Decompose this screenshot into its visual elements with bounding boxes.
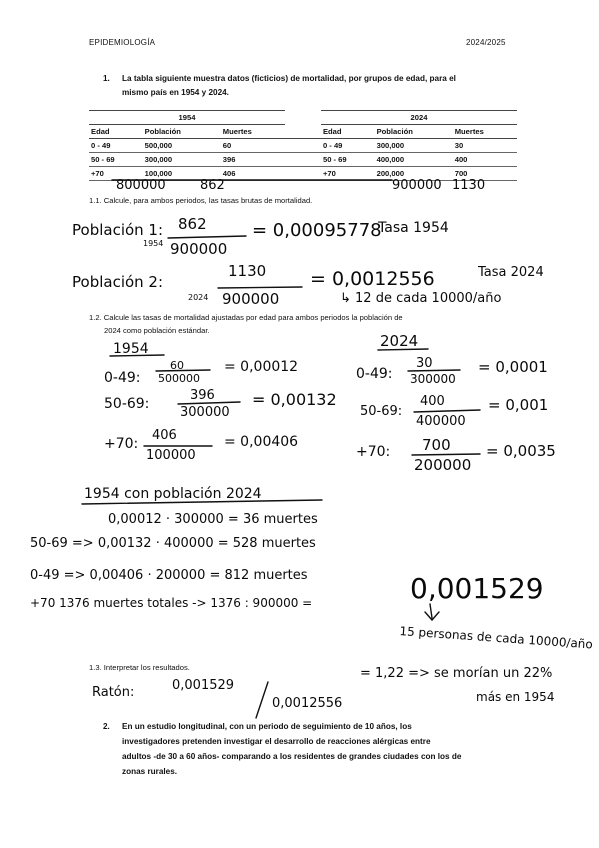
table-year-2024: 2024 [321,111,517,125]
hw-frac1-den: 900000 [170,240,228,258]
hw-std-title: 1954 con población 2024 [84,486,262,502]
question-1-text-line2: mismo país en 1954 y 2024. [122,88,229,97]
hw-total-deaths-2024: 1130 [452,178,486,193]
table-year-1954: 1954 [89,111,285,125]
hw-fraction-bar [414,410,480,412]
hw-std-line1: 0,00012 · 300000 = 36 muertes [108,512,318,527]
hw-left-res-1: = 0,00132 [252,390,337,409]
cell: 300,000 [375,139,453,153]
cell: 406 [221,167,285,181]
hw-right-num-2: 700 [422,436,451,454]
hw-right-den-1: 400000 [416,414,466,429]
hw-right-age-1: 50-69: [360,404,403,419]
hw-std-result: 0,001529 [410,572,544,605]
col-poblacion: Población [143,125,221,139]
header-year: 2024/2025 [466,38,506,47]
cell: 400,000 [375,153,453,167]
cell: 50 - 69 [89,153,143,167]
col-edad: Edad [321,125,375,139]
hw-underline-2024 [378,349,428,350]
hw-note-2: ↳ 12 de cada 10000/año [340,291,502,306]
hw-ratio-res2: más en 1954 [476,690,555,704]
question-1-2-label-line2: 2024 como población estándar. [104,326,210,335]
hw-right-num-0: 30 [416,356,433,371]
hw-ratio-label: Ratón: [92,685,135,700]
header-subject: EPIDEMIOLOGÍA [89,38,156,47]
cell: +70 [89,167,143,181]
hw-arrow-down [430,604,432,618]
hw-tasa-2024: Tasa 2024 [478,265,544,280]
hw-total-deaths-1954: 862 [200,178,225,193]
col-poblacion: Población [375,125,453,139]
cell: 300,000 [143,153,221,167]
hw-eq2: = 0,0012556 [310,268,435,290]
cell: 0 - 49 [89,139,143,153]
question-2-line2: investigadores pretenden investigar el desarrollo de reacciones alérgicas entre [122,737,431,746]
question-1-text-line1: La tabla siguiente muestra datos (ficticios) de mortalidad, por grupos de edad, para el [122,74,456,83]
cell: +70 [321,167,375,181]
hw-underline-1954 [110,355,164,356]
hw-left-num-1: 396 [190,388,215,403]
hw-fraction-bar [218,287,302,288]
hw-left-age-1: 50-69: [104,396,150,412]
hw-left-den-2: 100000 [146,448,196,463]
hw-total-pop-1954: 800000 [116,178,166,193]
question-2-line3: adultos -de 30 a 60 años- comparando a los residentes de grandes ciudades con los de [122,752,462,761]
hw-poblacion-2: Población 2: [72,273,164,291]
hw-fraction-slash [256,682,268,718]
cell: 396 [221,153,285,167]
hw-sub-2024: 2024 [188,293,209,302]
hw-tasa-1954: Tasa 1954 [378,220,449,236]
question-2-line1: En un estudio longitudinal, con un periodo de seguimiento de 10 años, los [122,722,412,731]
hw-right-res-2: = 0,0035 [486,442,556,460]
hw-frac2-num: 1130 [228,262,267,280]
hw-fraction-bar [168,236,246,238]
hw-title-1954: 1954 [113,341,149,357]
hw-right-num-1: 400 [420,394,445,409]
hw-left-res-0: = 0,00012 [224,359,299,375]
hw-left-den-0: 500000 [158,372,200,385]
hw-total-pop-2024: 900000 [392,178,442,193]
question-2-line4: zonas rurales. [122,767,178,776]
hw-left-age-0: 0-49: [104,370,141,386]
cell: 100,000 [143,167,221,181]
hw-fraction-bar [408,370,460,371]
hw-fraction-bar [412,454,480,455]
question-2-number: 2. [103,722,110,731]
question-1-number: 1. [103,74,110,83]
hw-left-den-1: 300000 [180,405,230,420]
cell: 50 - 69 [321,153,375,167]
col-edad: Edad [89,125,143,139]
hw-left-num-0: 60 [170,359,184,372]
cell: 60 [221,139,285,153]
col-muertes: Muertes [453,125,517,139]
hw-right-age-2: +70: [356,444,391,460]
hw-poblacion-1: Población 1: [72,221,164,239]
hw-right-den-0: 300000 [410,372,456,386]
hw-fraction-bar [178,402,240,404]
hw-ratio-den: 0,0012556 [272,696,343,711]
hw-eq1: = 0,00095778 [252,220,382,241]
cell: 0 - 49 [321,139,375,153]
hw-right-res-0: = 0,0001 [478,358,548,376]
cell: 500,000 [143,139,221,153]
hw-ratio-num: 0,001529 [172,678,235,693]
question-1-2-label-line1: 1.2. Calcule las tasas de mortalidad ajustadas por edad para ambos periodos la población de [89,313,403,322]
hw-right-res-1: = 0,001 [488,396,549,414]
cell: 700 [453,167,517,181]
hw-frac1-num: 862 [178,215,207,233]
hw-sub-1954: 1954 [143,239,164,248]
hw-std-line3: 0-49 => 0,00406 · 200000 = 812 muertes [30,568,308,583]
hw-std-line4: +70 1376 muertes totales -> 1376 : 900000 = [30,596,313,610]
cell: 400 [453,153,517,167]
col-muertes: Muertes [221,125,285,139]
question-1-3-label: 1.3. Interpretar los resultados. [89,663,190,672]
hw-left-num-2: 406 [152,428,177,443]
hw-std-line2: 50-69 => 0,00132 · 400000 = 528 muertes [30,536,316,551]
cell: 30 [453,139,517,153]
question-1-1-label: 1.1. Calcule, para ambos periodos, las tasas brutas de mortalidad. [89,196,313,205]
hw-left-age-2: +70: [104,436,139,452]
hw-frac2-den: 900000 [222,290,280,308]
hw-std-note: 15 personas de cada 10000/año [399,624,594,652]
hw-title-2024: 2024 [380,332,419,350]
hw-fraction-bar [156,370,210,371]
hw-left-res-2: = 0,00406 [224,434,299,450]
hw-right-age-0: 0-49: [356,366,393,382]
cell: 200,000 [375,167,453,181]
hw-ratio-res: = 1,22 => se morían un 22% [360,666,553,681]
hw-underline-std-title [82,500,322,504]
hw-right-den-2: 200000 [414,456,472,474]
